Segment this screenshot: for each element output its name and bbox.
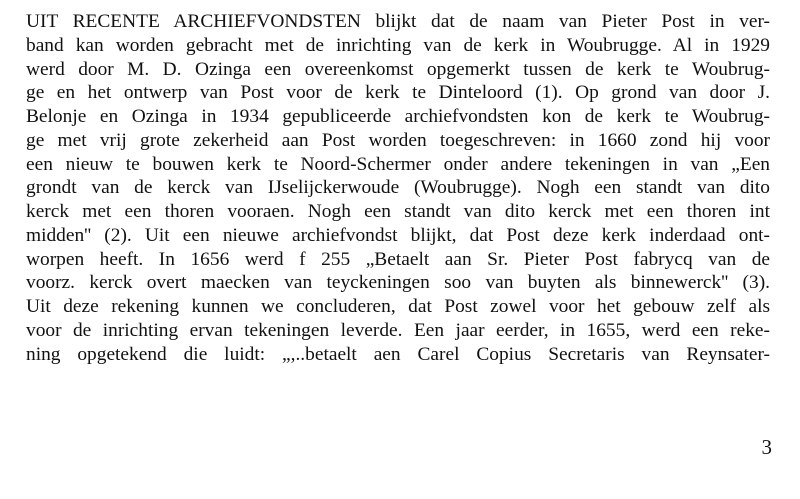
page-number: 3 xyxy=(761,435,772,459)
text-line: voorz. kerck overt maecken van teyckeningen soo van buyten als binnewerck'' (3). xyxy=(26,272,770,294)
text-line: grondt van de kerck van IJselijckerwoude (Woubrugge). Nogh een standt van dito xyxy=(26,177,770,199)
text-line: voor de inrichting ervan tekeningen leverde. Een jaar eerder, in 1655, werd een reke- xyxy=(26,319,770,341)
text-line: een nieuw te bouwen kerk te Noord-Schermer onder andere tekeningen in van „Een xyxy=(26,153,770,175)
text-line: worpen heeft. In 1656 werd f 255 „Betaelt aan Sr. Pieter Post fabrycq van de xyxy=(26,248,770,270)
text-line: ning opgetekend die luidt: „,..betaelt aen Carel Copius Secretaris van Reynsater- xyxy=(26,343,770,365)
text-line: ge met vrij grote zekerheid aan Post worden toegeschreven: in 1660 zond hij voor xyxy=(26,129,770,151)
text-line: midden'' (2). Uit een nieuwe archiefvondst blijkt, dat Post deze kerk inderdaad ont- xyxy=(26,224,770,246)
text-line: UIT RECENTE ARCHIEFVONDSTEN blijkt dat de naam van Pieter Post in ver- xyxy=(26,11,770,32)
text-line: ge en het ontwerp van Post voor de kerk te Dinteloord (1). Op grond van door J. xyxy=(26,82,770,104)
text-line: Belonje en Ozinga in 1934 gepubliceerde archiefvondsten kon de kerk te Woubrug- xyxy=(26,106,770,127)
text-line: band kan worden gebracht met de inrichting van de kerk in Woubrugge. Al in 1929 xyxy=(26,34,770,56)
text-line: kerck met een thoren vooraen. Nogh een standt van dito kerck met een thoren int xyxy=(26,201,770,222)
text-line: werd door M. D. Ozinga een overeenkomst opgemerkt tussen de kerk te Woubrug- xyxy=(26,58,770,80)
body-paragraph xyxy=(26,10,770,366)
text-line: Uit deze rekening kunnen we concluderen, dat Post zowel voor het gebouw zelf als xyxy=(26,296,770,317)
